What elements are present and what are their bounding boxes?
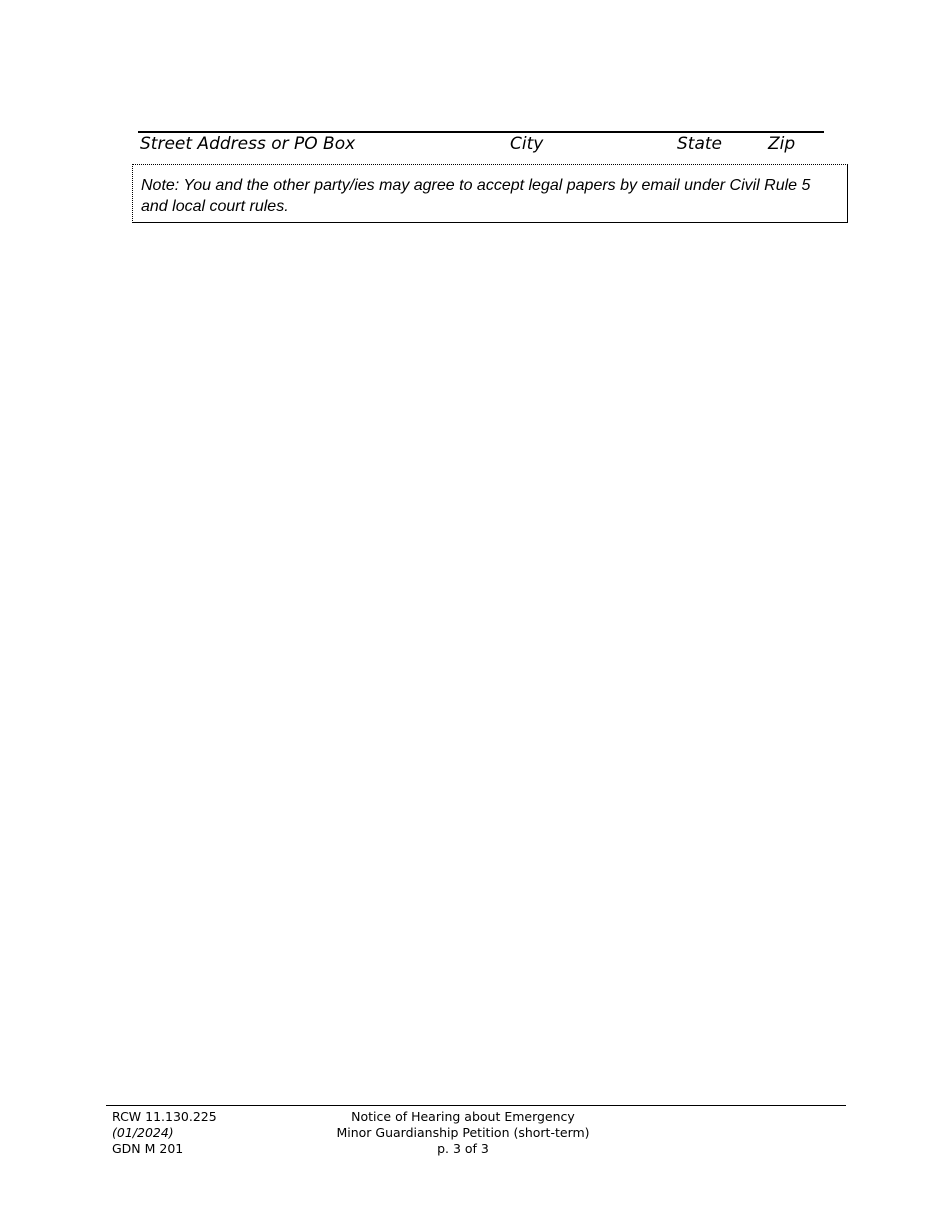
footer-form-info [112,1109,217,1157]
footer-page-number: p. 3 of 3 [437,1141,489,1156]
footer-divider [106,1105,846,1106]
footer-form-number: GDN M 201 [112,1141,184,1156]
footer-title-line1: Notice of Hearing about Emergency [351,1109,575,1124]
zip-label: Zip [768,134,796,154]
footer-statute: RCW 11.130.225 [112,1109,217,1124]
footer-date: (01/2024) [112,1125,174,1140]
footer-title-line2: Minor Guardianship Petition (short-term) [336,1125,590,1140]
note-box [132,164,848,223]
street-address-label: Street Address or PO Box [140,134,356,154]
note-text: Note: You and the other party/ies may agree to accept legal papers by email under Civil Rule 5 and local court rules. [141,177,811,215]
state-label: State [677,134,722,154]
footer-form-title [313,1109,613,1157]
city-label: City [510,134,544,154]
